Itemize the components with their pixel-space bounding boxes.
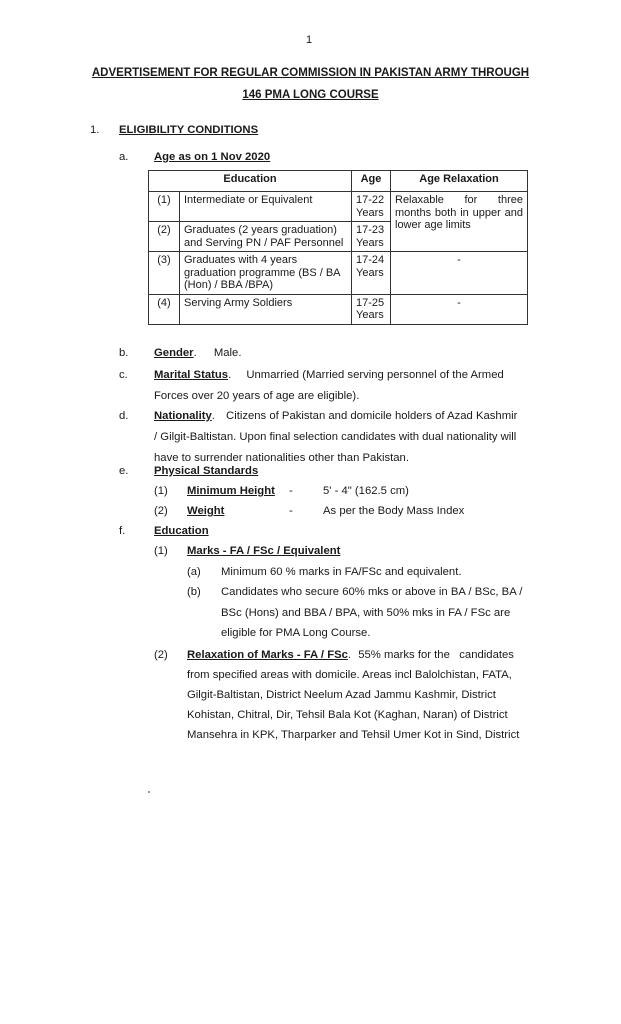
row-relaxation: - [391,252,528,295]
item-f-number: f. [119,525,126,537]
row-education: Serving Army Soldiers [180,294,352,324]
table-row [149,252,528,295]
relaxation-text-5: Mansehra in KPK, Tharparker and Tehsil Umer Kot in Sind, District [187,729,520,741]
item-e-number: e. [119,465,129,477]
item-a-heading: Age as on 1 Nov 2020 [154,151,271,163]
table-row [149,294,528,324]
nationality-text-2: / Gilgit-Baltistan. Upon final selection candidates with dual nationality will [154,431,517,443]
row-relaxation: Relaxable for three months both in upper and lower age limits [391,192,528,252]
row-age: 17-25 Years [352,294,391,324]
relaxation-text-2: from specified areas with domicile. Areas incl Balolchistan, FATA, [187,669,512,681]
section-heading: ELIGIBILITY CONDITIONS [119,124,259,136]
item-d-line1: Nationality. Citizens of Pakistan and domicile holders of Azad Kashmir [154,410,518,422]
marital-text-1: Unmarried (Married serving personnel of the Armed [246,369,504,381]
row-number: (1) [149,192,180,222]
row-age: 17-23 Years [352,222,391,252]
item-d-number: d. [119,410,129,422]
weight-dash: - [289,505,293,517]
gender-heading: Gender [154,347,194,359]
marks-b-text-2: BSc (Hons) and BBA / BPA, with 50% mks in FA / FSc are [221,607,511,619]
marks-heading: Marks - FA / FSc / Equivalent [187,545,341,557]
page-number: 1 [306,34,313,46]
education-heading: Education [154,525,209,537]
row-education: Graduates (2 years graduation) and Serving PN / PAF Personnel [180,222,352,252]
relaxation-line1: Relaxation of Marks - FA / FSc. 55% marks for the candidates [187,649,514,661]
row-number: (4) [149,294,180,324]
height-number: (1) [154,485,168,497]
height-value: 5' - 4" (162.5 cm) [323,485,409,497]
height-label: Minimum Height [187,485,275,497]
marks-a-number: (a) [187,566,201,578]
item-b: Gender. Male. [154,347,242,359]
document-title-line1: ADVERTISEMENT FOR REGULAR COMMISSION IN PAKISTAN ARMY THROUGH [91,67,530,79]
marks-number: (1) [154,545,168,557]
row-relaxation: - [391,294,528,324]
section-number: 1. [90,124,100,136]
marks-b-number: (b) [187,586,201,598]
row-age: 17-24 Years [352,252,391,295]
row-age: 17-22 Years [352,192,391,222]
marks-b-text-3: eligible for PMA Long Course. [221,627,371,639]
nationality-text-1: Citizens of Pakistan and domicile holders of Azad Kashmir [226,410,518,422]
row-number: (3) [149,252,180,295]
item-c-number: c. [119,369,128,381]
marital-heading: Marital Status [154,369,229,381]
weight-label: Weight [187,505,225,517]
scan-speck [148,791,150,793]
physical-standards-heading: Physical Standards [154,465,259,477]
table-header-row [149,171,528,192]
col-header-relaxation: Age Relaxation [391,171,528,192]
relaxation-text-4: Kohistan, Chitral, Dir, Tehsil Bala Kot (Kaghan, Naran) of District [187,709,508,721]
nationality-text-3: have to surrender nationalities other than Pakistan. [154,452,409,464]
row-education: Intermediate or Equivalent [180,192,352,222]
age-table [148,170,528,325]
nationality-heading: Nationality [154,410,212,422]
item-c-line1: Marital Status. Unmarried (Married serving personnel of the Armed [154,369,504,381]
marks-a-text: Minimum 60 % marks in FA/FSc and equivalent. [221,566,462,578]
marital-text-2: Forces over 20 years of age are eligible). [154,390,360,402]
height-dash: - [289,485,293,497]
weight-value: As per the Body Mass Index [323,505,465,517]
document-title-line2: 146 PMA LONG COURSE [242,89,379,101]
col-header-age: Age [352,171,391,192]
item-a-number: a. [119,151,129,163]
marks-b-text-1: Candidates who secure 60% mks or above in BA / BSc, BA / [221,586,523,598]
col-header-education: Education [149,171,352,192]
gender-value: Male. [213,347,242,359]
relaxation-text-1: 55% marks for the candidates [358,649,514,661]
item-b-number: b. [119,347,129,359]
relaxation-number: (2) [154,649,168,661]
table-row [149,192,528,222]
row-education: Graduates with 4 years graduation programme (BS / BA (Hon) / BBA /BPA) [180,252,352,295]
relaxation-heading: Relaxation of Marks - FA / FSc [187,649,348,661]
relaxation-text-3: Gilgit-Baltistan, District Neelum Azad Jammu Kashmir, District [187,689,496,701]
row-number: (2) [149,222,180,252]
weight-number: (2) [154,505,168,517]
